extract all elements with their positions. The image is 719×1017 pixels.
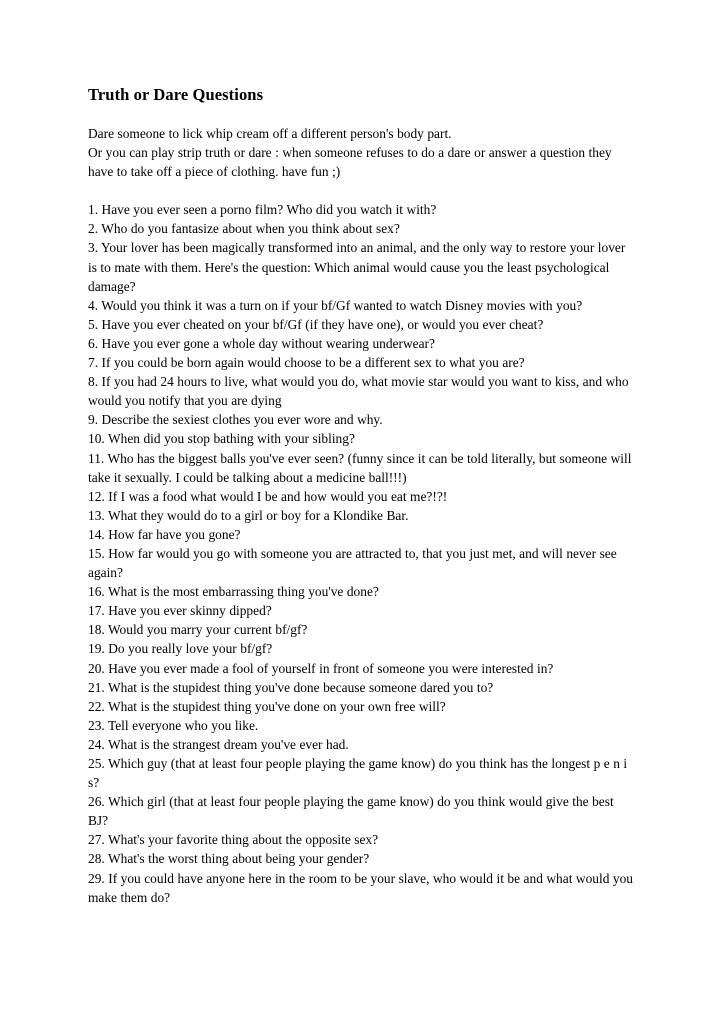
question-list [88,200,637,906]
question-text: 8. If you had 24 hours to live, what would you do, what movie star would you want to kiss, and who would you notify that you are dying [88,374,633,409]
question-text: 6. Have you ever gone a whole day without wearing underwear? [88,335,435,351]
question-text: 23. Tell everyone who you like. [88,717,259,733]
list-item [88,639,634,658]
question-text: 26. Which girl (that at least four people playing the game know) do you think would give the best BJ? [88,794,618,829]
list-item [88,697,634,716]
list-item [88,869,637,907]
list-item [88,410,634,429]
document-content [88,84,637,907]
question-text: 21. What is the stupidest thing you've done because someone dared you to? [88,679,494,695]
question-text: 1. Have you ever seen a porno film? Who did you watch it with? [88,202,437,218]
intro-line: Or you can play strip truth or dare : when someone refuses to do a dare or answer a question they have to take off a piece of clothing. have fun ;) [88,145,616,180]
list-item [88,372,634,410]
list-item [88,754,634,792]
question-text: 2. Who do you fantasize about when you think about sex? [88,221,400,237]
intro-line: Dare someone to lick whip cream off a different person's body part. [88,126,452,141]
question-text: 27. What's your favorite thing about the opposite sex? [88,832,379,848]
question-text: 9. Describe the sexiest clothes you ever wore and why. [88,412,383,428]
list-item [88,849,634,868]
list-item [88,582,634,601]
question-text: 17. Have you ever skinny dipped? [88,603,272,619]
list-item [88,735,634,754]
question-text: 4. Would you think it was a turn on if your bf/Gf wanted to watch Disney movies with you? [88,297,583,313]
list-item [88,659,634,678]
list-item [88,429,634,448]
list-item [88,544,634,582]
list-item [88,353,634,372]
question-text: 19. Do you really love your bf/gf? [88,641,273,657]
list-item [88,487,634,506]
list-item [88,601,634,620]
list-item [88,678,634,697]
question-text: 11. Who has the biggest balls you've ever seen? (funny since it can be told literally, but someone will take it sexually. I could be talking about a medicine ball!!!) [88,450,635,485]
list-item [88,296,634,315]
question-text: 5. Have you ever cheated on your bf/Gf (if they have one), or would you ever cheat? [88,316,544,332]
question-text: 10. When did you stop bathing with your sibling? [88,431,355,447]
question-text: 24. What is the strangest dream you've ever had. [88,736,349,752]
list-item [88,620,634,639]
question-text: 14. How far have you gone? [88,526,241,542]
question-text: 28. What's the worst thing about being your gender? [88,851,370,867]
list-item [88,525,634,544]
intro-paragraph [88,124,634,181]
question-text: 25. Which guy (that at least four people playing the game know) do you think has the longest p e n i s? [88,756,631,791]
list-item [88,506,634,525]
question-text: 12. If I was a food what would I be and how would you eat me?!?! [88,488,448,504]
question-text: 22. What is the stupidest thing you've done on your own free will? [88,698,446,714]
list-item [88,238,634,295]
list-item [88,716,634,735]
list-item [88,830,634,849]
list-item [88,792,634,830]
question-text: 7. If you could be born again would choose to be a different sex to what you are? [88,355,525,371]
question-text: 3. Your lover has been magically transformed into an animal, and the only way to restore your lover is to mate with them. Here's the question: Which animal would cause you the least psychological damage? [88,240,629,294]
question-text: 13. What they would do to a girl or boy for a Klondike Bar. [88,507,409,523]
question-text: 18. Would you marry your current bf/gf? [88,622,308,638]
page-title: Truth or Dare Questions [88,85,264,104]
list-item [88,200,634,219]
question-text: 20. Have you ever made a fool of yourself in front of someone you were interested in? [88,660,554,676]
question-text: 15. How far would you go with someone you are attracted to, that you just met, and will never see again? [88,545,621,581]
list-item [88,449,634,487]
list-item [88,334,634,353]
list-item [88,315,634,334]
question-text: 16. What is the most embarrassing thing you've done? [88,584,379,600]
question-text: 29. If you could have anyone here in the room to be your slave, who would it be and what would you make them do? [88,870,637,905]
list-item [88,219,634,238]
